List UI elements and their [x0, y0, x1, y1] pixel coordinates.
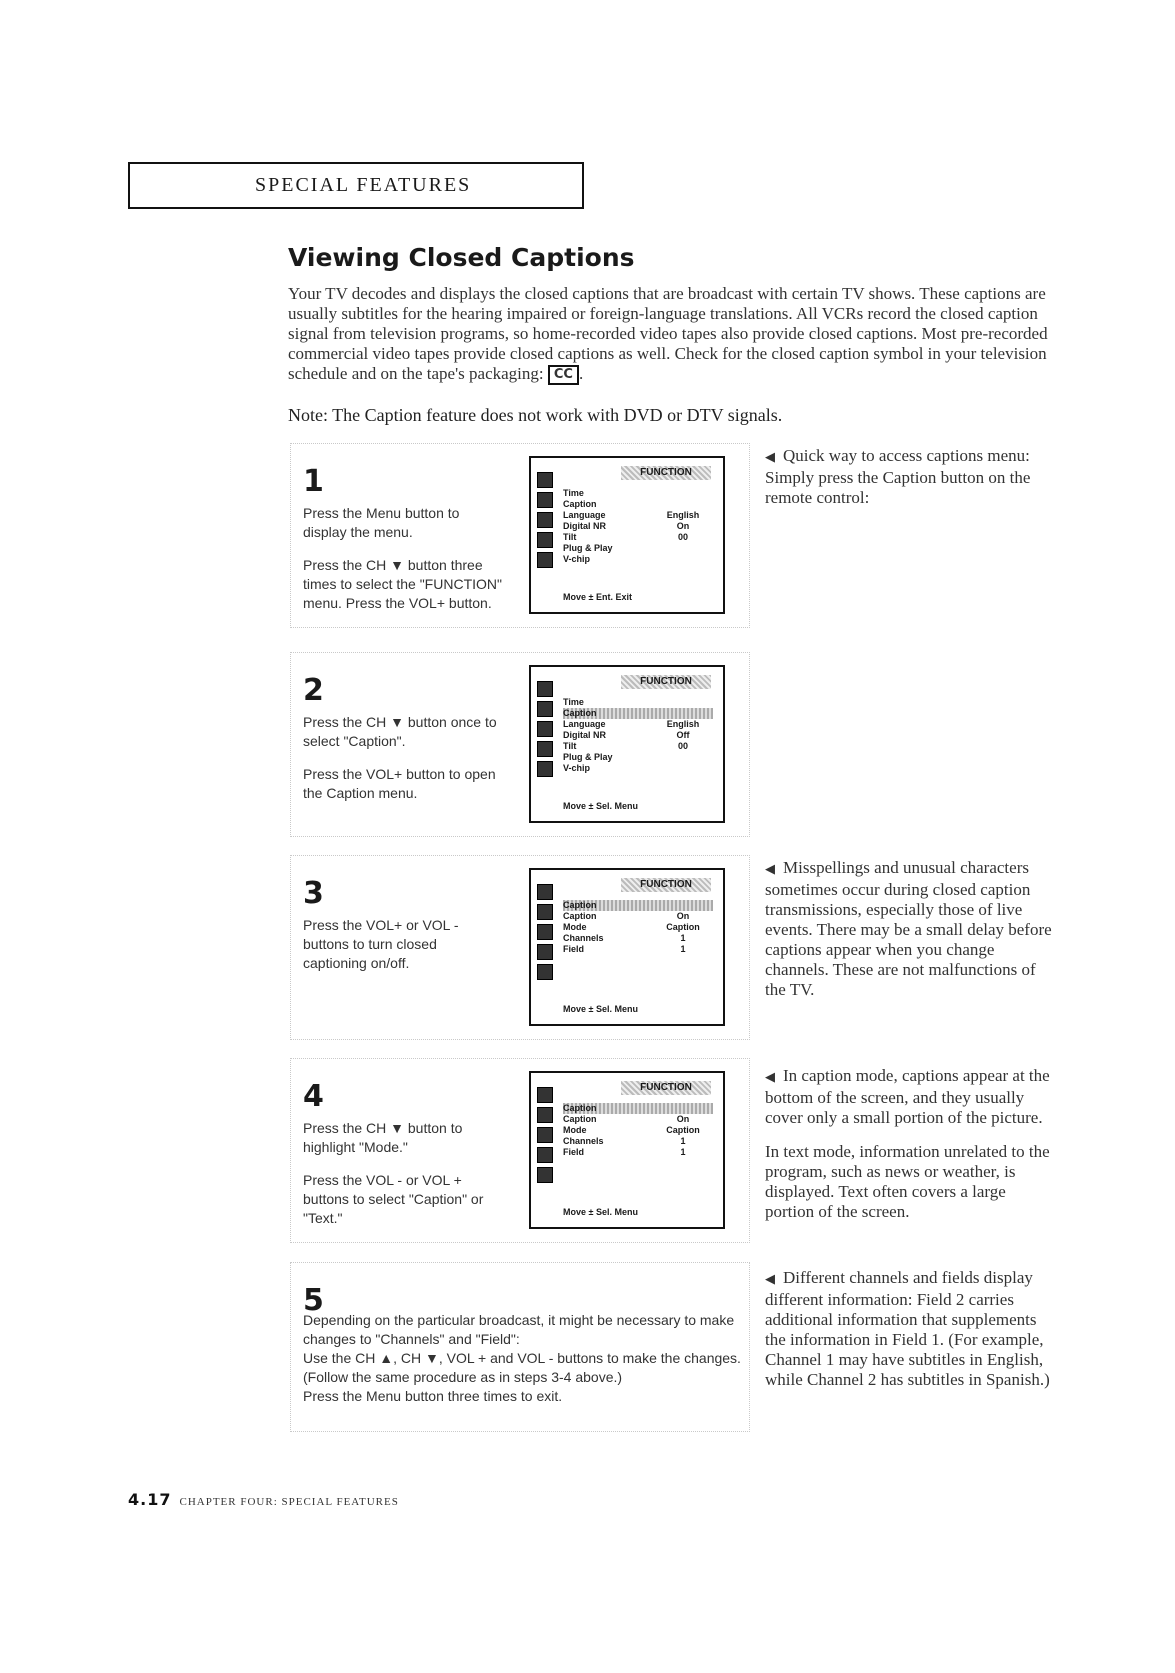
osd-item-value: On	[676, 911, 690, 921]
intro-paragraph: Your TV decodes and displays the closed captions that are broadcast with certain TV shows. These captions are usually subtitles for the hearing impaired or foreign-language translations. All VCRs record the closed caption signal from television programs, so home-recorded video tapes also provide closed captions. Most pre-recorded commercial video tapes provide closed captions as well. Check for the closed caption symbol in your television schedule and on the tape's packaging: CC .	[288, 284, 1078, 385]
osd-item-label: Caption	[563, 1103, 597, 1113]
step-line: Press the VOL+ button to open the Caption menu.	[303, 766, 496, 801]
menu-category-icon	[537, 512, 553, 528]
osd-menu-row	[563, 1114, 713, 1125]
step-instructions	[303, 713, 503, 817]
osd-menu-row	[563, 488, 713, 499]
osd-item-value	[653, 554, 713, 565]
osd-menu-row	[563, 532, 713, 543]
step-3	[290, 855, 750, 1040]
osd-menu-row	[563, 554, 713, 565]
arrow-left-icon: ◀	[765, 1070, 775, 1085]
osd-item-value	[653, 1103, 713, 1114]
osd-item-value: 00	[677, 532, 688, 542]
osd-item-label: Mode	[563, 1125, 587, 1135]
arrow-left-icon: ◀	[765, 450, 775, 465]
osd-item-value: 1	[680, 944, 686, 954]
osd-item-label: Language	[563, 510, 606, 520]
osd-item-label: Time	[563, 488, 584, 498]
osd-item-label: Digital NR	[563, 521, 607, 531]
osd-item-label: Caption	[563, 708, 597, 718]
osd-icon-column	[537, 681, 553, 781]
osd-menu-row	[563, 730, 713, 741]
step-instructions	[303, 1311, 743, 1406]
step-line: Depending on the particular broadcast, it might be necessary to make changes to "Channels" and "Field":	[303, 1312, 735, 1347]
menu-category-icon	[537, 492, 553, 508]
osd-menu-row	[563, 763, 713, 774]
osd-title: FUNCTION	[621, 878, 711, 892]
menu-category-icon	[537, 1127, 553, 1143]
osd-item-label: Plug & Play	[563, 543, 613, 553]
menu-category-icon	[537, 681, 553, 697]
osd-item-value	[653, 488, 713, 499]
step-line: Use the CH ▲, CH ▼, VOL + and VOL - buttons to make the changes. (Follow the same procedure as in steps 3-4 above.)	[303, 1350, 741, 1385]
step-line: Press the VOL - or VOL + buttons to select "Caption" or "Text."	[303, 1172, 484, 1226]
chapter-label: CHAPTER FOUR: SPECIAL FEATURES	[179, 1496, 399, 1508]
menu-category-icon	[537, 1087, 553, 1103]
osd-icon-column	[537, 472, 553, 572]
menu-category-icon	[537, 761, 553, 777]
step-line: Press the Menu button three times to exit.	[303, 1388, 563, 1404]
osd-item-value: Caption	[666, 922, 700, 932]
osd-item-label: Caption	[563, 911, 597, 921]
osd-menu-row	[563, 911, 713, 922]
arrow-left-icon: ◀	[765, 1272, 775, 1287]
osd-item-label: V-chip	[563, 763, 591, 773]
step-number: 5	[303, 1283, 324, 1318]
intro-text: Your TV decodes and displays the closed captions that are broadcast with certain TV shows. These captions are usually subtitles for the hearing impaired or foreign-language translations. All VCRs record the closed caption signal from television programs, so home-recorded video tapes also provide closed captions. Most pre-recorded commercial video tapes provide closed captions as well. Check for the closed caption symbol in your television schedule and on the tape's packaging:	[288, 284, 1048, 383]
osd-menu-row	[563, 922, 713, 933]
osd-menu-list	[563, 900, 713, 955]
step-number: 4	[303, 1079, 324, 1114]
osd-item-value: 1	[680, 1147, 686, 1157]
osd-footer: Move ± Sel. Menu	[563, 1004, 638, 1014]
page-title: Viewing Closed Captions	[288, 243, 635, 272]
cc-symbol-icon: CC	[548, 365, 579, 385]
osd-item-label: Digital NR	[563, 730, 607, 740]
osd-item-value: Off	[676, 730, 690, 740]
side-note-misspell	[765, 858, 1055, 1014]
osd-menu-row	[563, 719, 713, 730]
osd-menu-row	[563, 741, 713, 752]
osd-item-value: On	[676, 1114, 690, 1124]
step-line: Press the CH ▼ button three times to select the "FUNCTION" menu. Press the VOL+ button.	[303, 557, 502, 611]
osd-menu-row	[563, 1136, 713, 1147]
osd-item-label: Tilt	[563, 532, 577, 542]
menu-category-icon	[537, 1107, 553, 1123]
osd-item-value: English	[666, 510, 700, 520]
osd-menu-row	[563, 933, 713, 944]
osd-title: FUNCTION	[621, 675, 711, 689]
page-footer	[128, 1490, 399, 1509]
menu-category-icon	[537, 552, 553, 568]
osd-menu-row	[563, 1147, 713, 1158]
osd-item-value	[653, 499, 713, 510]
osd-menu-screen	[529, 868, 725, 1026]
osd-item-label: Mode	[563, 922, 587, 932]
osd-menu-screen	[529, 1071, 725, 1229]
osd-item-label: Plug & Play	[563, 752, 613, 762]
side-note-channels	[765, 1268, 1055, 1404]
arrow-left-icon: ◀	[765, 862, 775, 877]
osd-item-value: 1	[680, 933, 686, 943]
osd-item-value	[653, 543, 713, 554]
step-2	[290, 652, 750, 837]
osd-item-label: Time	[563, 697, 584, 707]
menu-category-icon	[537, 472, 553, 488]
osd-title: FUNCTION	[621, 1081, 711, 1095]
osd-item-label: Caption	[563, 1114, 597, 1124]
side-note-text: Misspellings and unusual characters sometimes occur during closed caption transmissions, especially those of live events. There may be a small delay before captions appear when you change channels. These are not malfunctions of the TV.	[765, 858, 1052, 999]
step-line: Press the CH ▼ button to highlight "Mode."	[303, 1120, 463, 1155]
step-number: 3	[303, 876, 324, 911]
osd-menu-row	[563, 708, 713, 719]
step-line: Press the VOL+ or VOL - buttons to turn closed captioning on/off.	[303, 917, 459, 971]
osd-menu-row	[563, 697, 713, 708]
osd-footer: Move ± Sel. Menu	[563, 801, 638, 811]
osd-menu-row	[563, 510, 713, 521]
menu-category-icon	[537, 532, 553, 548]
osd-menu-screen	[529, 456, 725, 614]
step-number: 2	[303, 673, 324, 708]
osd-item-label: Channels	[563, 1136, 604, 1146]
osd-menu-row	[563, 900, 713, 911]
step-1	[290, 443, 750, 628]
osd-item-value	[653, 900, 713, 911]
menu-category-icon	[537, 884, 553, 900]
osd-menu-row	[563, 499, 713, 510]
osd-icon-column	[537, 884, 553, 984]
menu-category-icon	[537, 904, 553, 920]
osd-item-value	[653, 708, 713, 719]
side-note-quick	[765, 446, 1055, 522]
step-4	[290, 1058, 750, 1243]
page-number: 4.17	[128, 1490, 172, 1509]
side-note-text: Different channels and fields display different information: Field 2 carries additional information that supplements the information in Field 1. (For example, Channel 1 may have subtitles in English, while Channel 2 has subtitles in Spanish.)	[765, 1268, 1050, 1389]
osd-icon-column	[537, 1087, 553, 1187]
osd-item-value: Caption	[666, 1125, 700, 1135]
osd-footer: Move ± Sel. Menu	[563, 1207, 638, 1217]
osd-item-label: Language	[563, 719, 606, 729]
menu-category-icon	[537, 1167, 553, 1183]
osd-item-label: Field	[563, 1147, 585, 1157]
step-5	[290, 1262, 750, 1432]
osd-menu-row	[563, 1125, 713, 1136]
osd-menu-row	[563, 752, 713, 763]
section-header: SPECIAL FEATURES	[255, 174, 472, 196]
osd-menu-row	[563, 521, 713, 532]
side-note-text: In text mode, information unrelated to the program, such as news or weather, is displayed. Text often covers a large portion of the screen.	[765, 1142, 1050, 1221]
step-line: Press the Menu button to display the menu.	[303, 505, 460, 540]
menu-category-icon	[537, 721, 553, 737]
osd-item-value	[653, 697, 713, 708]
menu-category-icon	[537, 1147, 553, 1163]
menu-category-icon	[537, 741, 553, 757]
step-instructions	[303, 916, 503, 987]
step-line: Press the CH ▼ button once to select "Caption".	[303, 714, 497, 749]
step-instructions	[303, 504, 503, 627]
osd-menu-list	[563, 488, 713, 565]
osd-menu-list	[563, 697, 713, 774]
osd-item-label: Caption	[563, 900, 597, 910]
osd-menu-row	[563, 543, 713, 554]
osd-item-value	[653, 752, 713, 763]
osd-item-value: On	[676, 521, 690, 531]
osd-menu-row	[563, 1103, 713, 1114]
menu-category-icon	[537, 701, 553, 717]
side-note-text: Quick way to access captions menu: Simply press the Caption button on the remote control:	[765, 446, 1031, 507]
side-note-text: In caption mode, captions appear at the bottom of the screen, and they usually cover only a small portion of the picture.	[765, 1066, 1050, 1127]
menu-category-icon	[537, 964, 553, 980]
osd-menu-screen	[529, 665, 725, 823]
menu-category-icon	[537, 944, 553, 960]
osd-item-value: English	[666, 719, 700, 729]
osd-item-value	[653, 763, 713, 774]
step-instructions	[303, 1119, 503, 1242]
side-note-mode	[765, 1066, 1055, 1236]
menu-category-icon	[537, 924, 553, 940]
osd-title: FUNCTION	[621, 466, 711, 480]
note-text: Note: The Caption feature does not work with DVD or DTV signals.	[288, 405, 783, 425]
osd-item-label: Field	[563, 944, 585, 954]
osd-item-label: Caption	[563, 499, 597, 509]
step-number: 1	[303, 464, 324, 499]
osd-menu-list	[563, 1103, 713, 1158]
osd-item-label: Channels	[563, 933, 604, 943]
osd-item-label: Tilt	[563, 741, 577, 751]
osd-menu-row	[563, 944, 713, 955]
osd-item-label: V-chip	[563, 554, 591, 564]
osd-footer: Move ± Ent. Exit	[563, 592, 632, 602]
osd-item-value: 1	[680, 1136, 686, 1146]
osd-item-value: 00	[677, 741, 688, 751]
